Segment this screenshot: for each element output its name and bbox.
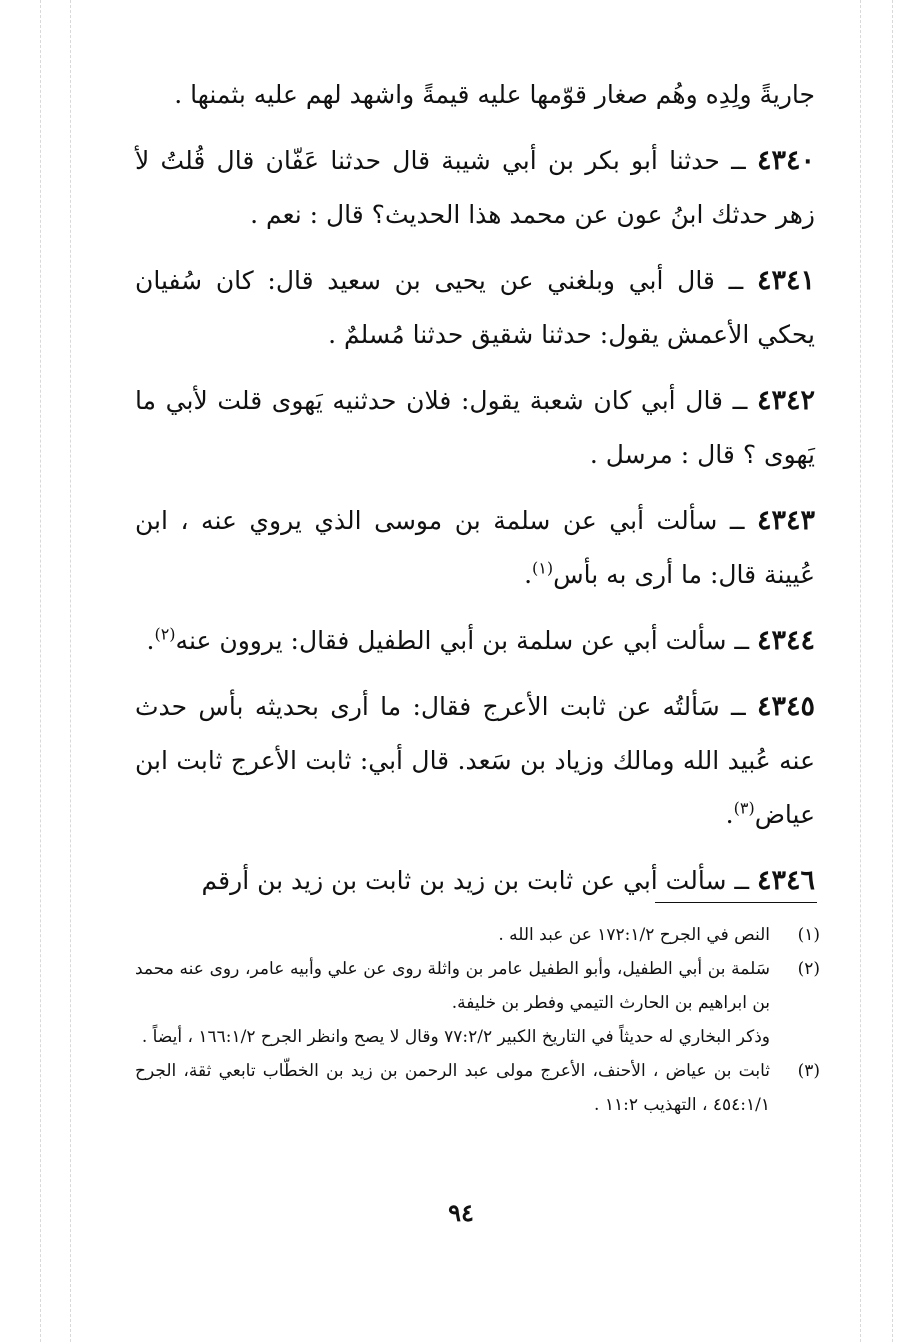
margin-guide-right-outer	[892, 0, 893, 1342]
footnote-reference[interactable]: (٣)	[733, 798, 755, 818]
entry-dash: ــ	[729, 506, 745, 535]
entry-dash: ــ	[732, 386, 748, 415]
entry-dash: ــ	[731, 146, 746, 175]
footnote-2-continuation: وذكر البخاري له حديثاً في التاريخ الكبير ٧٧:٢/٢ وقال لا يصح وانظر الجرح ١٦٦:١/٢ ، أيضاً .	[141, 1027, 770, 1047]
footnote-text: النص في الجرح ١٧٢:١/٢ عن عبد الله .	[498, 925, 770, 945]
entry-dash: ــ	[728, 266, 744, 295]
entry-end: .	[725, 800, 734, 829]
entry-text: سَألتُه عن ثابت الأعرج فقال: ما أرى بحديثه بأس حدث عنه عُبيد الله ومالك وزياد بن سَعد. قال أبي: ثابت الأعرج ثابت ابن عياض	[135, 692, 815, 829]
footnote-separator	[655, 902, 817, 903]
footnote-3	[135, 1054, 820, 1122]
entry-number: ٤٣٤٢	[756, 385, 815, 416]
entry-number: ٤٣٤٠	[757, 145, 816, 176]
text-entry-4340	[135, 134, 815, 242]
text-entry-4345	[135, 680, 815, 842]
footnote-reference[interactable]: (١)	[532, 558, 554, 578]
entry-number: ٤٣٤٣	[757, 505, 816, 536]
main-text	[135, 68, 815, 920]
entry-text: قال أبي وبلغني عن يحيى بن سعيد قال: كان سُفيان يحكي الأعمش يقول: حدثنا شقيق حدثنا مُسلمٌ .	[135, 266, 815, 349]
entry-text: سألت أبي عن ثابت بن زيد بن ثابت بن زيد بن أرقم	[201, 866, 727, 895]
margin-guide-left-inner	[70, 0, 71, 1342]
entry-text: قال أبي كان شعبة يقول: فلان حدثنيه يَهوى قلت لأبي ما يَهوى ؟ قال : مرسل .	[135, 386, 815, 469]
footnote-text: سَلمة بن أبي الطفيل، وأبو الطفيل عامر بن واثلة روى عن علي وأبيه عامر، روى عنه محمد بن ابراهيم بن الحارث التيمي وفطر بن خليفة.	[135, 959, 770, 1013]
entry-end: .	[524, 560, 533, 589]
footnote-reference[interactable]: (٢)	[154, 624, 176, 644]
text-entry-continuation	[135, 68, 815, 122]
entry-text: سألت أبي عن سلمة بن أبي الطفيل فقال: يروون عنه	[175, 626, 727, 655]
entry-number: ٤٣٤١	[756, 265, 815, 296]
footnote-2	[135, 952, 820, 1020]
entry-text: حدثنا أبو بكر بن أبي شيبة قال حدثنا عَفّان قال قُلتُ لأ زهر حدثك ابنُ عون عن محمد هذا الحديث؟ قال : نعم .	[135, 146, 815, 229]
entry-end: .	[146, 626, 155, 655]
entry-number: ٤٣٤٦	[756, 865, 815, 896]
text-entry-4344	[135, 614, 815, 668]
margin-guide-right-inner	[860, 0, 861, 1342]
footnote-1	[135, 918, 820, 952]
entry-dash: ــ	[731, 692, 746, 721]
text-entry-4342	[135, 374, 815, 482]
footnote-mark: (٢)	[797, 959, 820, 979]
text-entry-4341	[135, 254, 815, 362]
entry-text: جاريةً ولِدِه وهُم صغار قوّمها عليه قيمةً واشهد لهم عليه بثمنها .	[174, 80, 815, 109]
entry-text: سألت أبي عن سلمة بن موسى الذي يروي عنه ، ابن عُيينة قال: ما أرى به بأس	[135, 506, 815, 589]
footnotes	[135, 918, 820, 1122]
entry-dash: ــ	[734, 866, 750, 895]
text-entry-4343	[135, 494, 815, 602]
page-number: ٩٤	[448, 1198, 474, 1227]
footnote-mark: (٣)	[797, 1061, 820, 1081]
entry-number: ٤٣٤٤	[756, 625, 815, 656]
margin-guide-left-outer	[40, 0, 41, 1342]
entry-number: ٤٣٤٥	[756, 691, 815, 722]
text-entry-4346	[135, 854, 815, 908]
entry-dash: ــ	[734, 626, 750, 655]
footnote-text: ثابت بن عياض ، الأحنف، الأعرج مولى عبد الرحمن بن زيد بن الخطّاب تابعي ثقة، الجرح ٤٥٤:١/١ ، التهذيب ١١:٢ .	[135, 1061, 770, 1115]
footnote-mark: (١)	[797, 925, 820, 945]
